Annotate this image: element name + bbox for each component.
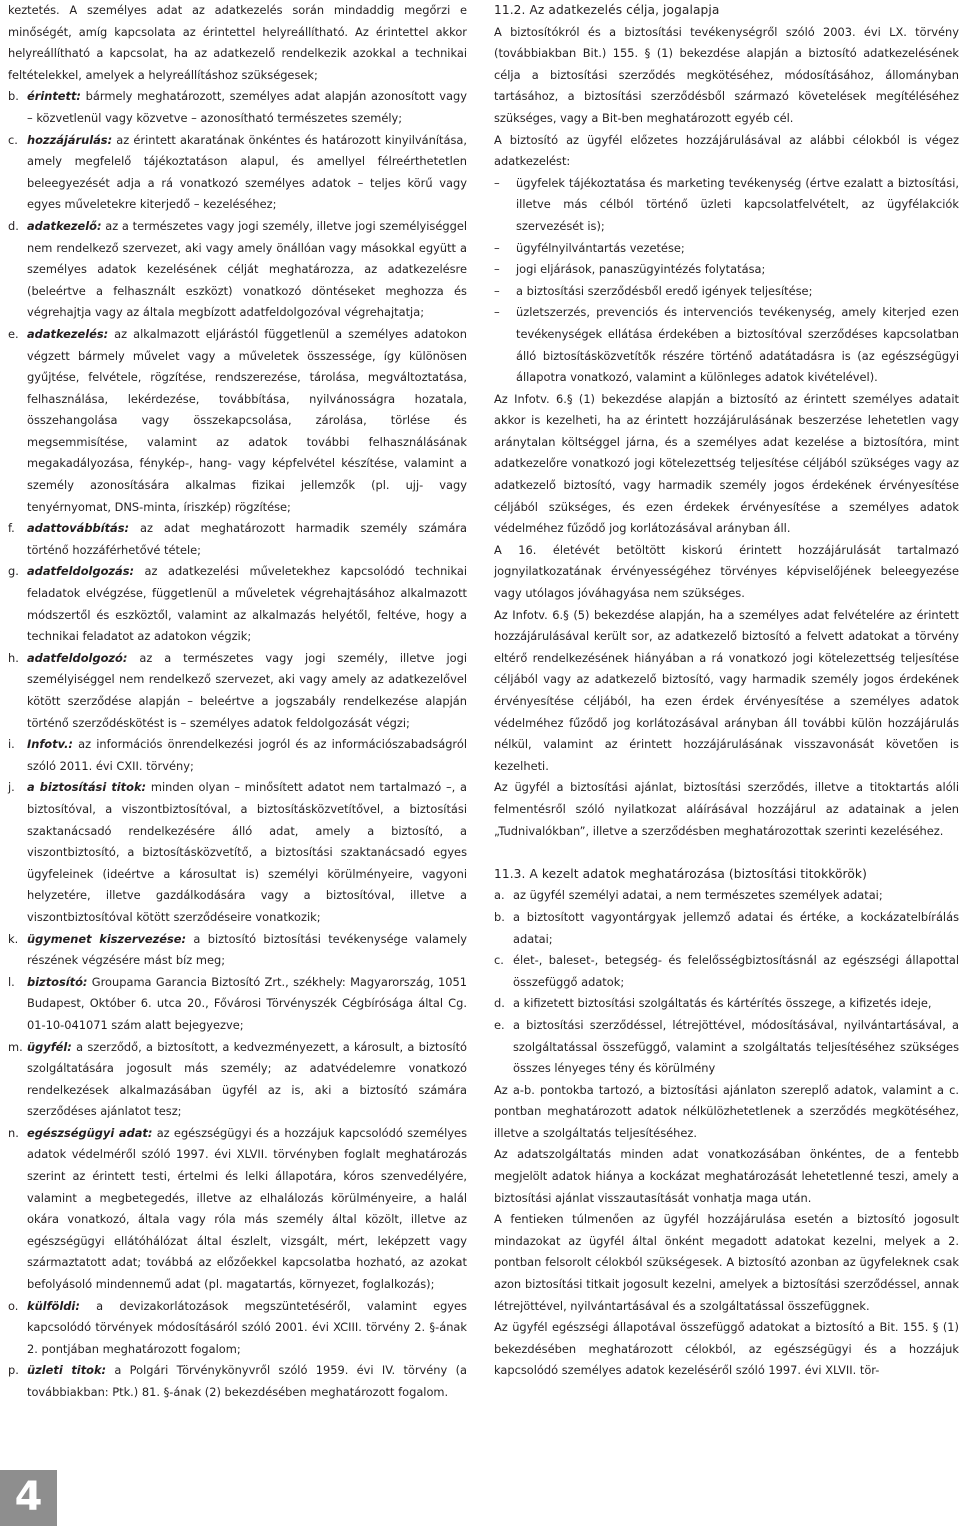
item-text: élet-, baleset-, betegség- és felelősségbiztosításnál az egészségi állapottal összefüggő adatok; [513, 953, 959, 989]
definition-item [8, 734, 467, 777]
item-letter: h. [8, 650, 19, 665]
definition-text: bármely meghatározott, személyes adat alapján azonosított vagy – közvetlenül vagy közvetve – azonosítható természetes személy; [27, 89, 467, 125]
list-item [494, 259, 959, 281]
item-text [27, 130, 467, 216]
spacer [494, 842, 959, 864]
item-text [27, 324, 467, 518]
paragraph: A biztosítókról és a biztosítási tevékenységről szóló 2003. évi LX. törvény (továbbiakban Bit.) 155. § (1) bekezdése alapján a biztosító adatkezelésének célja a biztosítási szerződés megkötéséhez, módosításához, állományban tartásához, a biztosítási szerződésből származó követelések megítéléséhez szükséges, vagy a Bit-ben meghatározott egyéb cél. [494, 24, 959, 125]
definition-item [8, 1123, 467, 1296]
section-heading-11-2: 11.2. Az adatkezelés célja, jogalapja [494, 3, 720, 17]
item-text [27, 216, 467, 324]
item-letter: i. [8, 737, 15, 752]
intro-paragraph: keztetés. A személyes adat az adatkezelés során mindaddig megőrzi e minőségét, amíg kapcsolata az érintettel helyreállítható. Az érintettel akkor helyreállítható a kapcsolat, ha az adatkezelő rendelkezik azokkal a technikai feltételekkel, amelyek a helyreállításhoz szükségesek; [8, 3, 467, 82]
definition-item [8, 216, 467, 324]
item-letter: e. [494, 1017, 505, 1032]
definition-item [8, 1360, 467, 1403]
item-text [27, 1037, 467, 1123]
paragraph: Az adatszolgáltatás minden adat vonatkozásában önkéntes, de a fentebb megjelölt adatok hiánya a kockázat meghatározását lehetetlenné teszi, amely a biztosítási ajánlat visszautasítását vonhatja maga után. [494, 1147, 959, 1205]
item-letter: d. [8, 218, 19, 233]
definition-list [8, 86, 467, 1403]
definition-item [8, 561, 467, 647]
dash-bullet: – [494, 305, 500, 320]
item-text [27, 648, 467, 734]
defined-term: Infotv.: [27, 737, 73, 752]
paragraph: Az Infotv. 6.§ (1) bekezdése alapján a biztosító az érintett személyes adatait akkor is kezelheti, ha az érintett hozzájárulásának beszerzése lehetetlen vagy aránytalan költséggel járna, és a személyes adat kezelése a biztosítóra, mint adatkezelőre vonatkozó jogi kötelezettség teljesítése céljából szükséges vagy az adatkezelő biztosító, vagy harmadik személy jogos érdekének érvényesítése céljából szükséges, és ezen érdekek érvényesítése a személyes adatok védelméhez fűződő jog korlátozásával arányban áll. [494, 391, 959, 536]
defined-term: külföldi: [27, 1298, 80, 1313]
definition-text: a biztosító biztosítási tevékenysége valamely részének végzésére mást bíz meg; [27, 931, 468, 968]
item-letter: b. [8, 89, 19, 104]
list-item [494, 885, 959, 907]
item-text: az ügyfél személyi adatai, a nem természetes személyek adatai; [513, 888, 883, 903]
item-letter: j. [8, 780, 15, 795]
definition-text: az adat meghatározott harmadik személy számára történő hozzáférhetővé tétele; [27, 521, 467, 557]
item-text [27, 777, 467, 928]
list-item [494, 173, 959, 238]
dash-bullet: – [494, 240, 500, 255]
list-item [494, 302, 959, 388]
paragraph: A fentieken túlmenően az ügyfél hozzájárulása esetén a biztosító jogosult mindazokat az ügyfél által önként megadott adatokat kezelni, melyek a 2. pontban felsorolt célokból szükségesek. A biztosító azonban az ügyfeleknek csak azon biztosítási titkait jogosult kezelni, amelyek a biztosítási szerződéssel, annak létrejöttével, nyilvántartásával és a szolgáltatással összefüggnek. [494, 1212, 959, 1313]
item-text [27, 1296, 467, 1361]
definition-text: az alkalmazott eljárástól függetlenül a személyes adatokon végzett bármely művelet vagy a műveletek összessége, így különösen gyűjtése, felvétele, rögzítése, rendszerezése, tárolása, megváltoztatása, felhasználása, lekérdezése, továbbítása, nyilvánosságra hozatala, összehangolása vagy összekapcsolása, zárolása, törlése és megsemmisítése, valamint az adatok további felhasználásának megakadályozása, fénykép-, hang- vagy képfelvétel készítése, valamint a személy azonosítására alkalmas fizikai jellemzők (pl. ujj- vagy tenyérnyomat, DNS-minta, íriszkép) rögzítése; [27, 326, 467, 514]
right-column [494, 0, 959, 1382]
section-heading-11-3: 11.3. A kezelt adatok meghatározása (biztosítási titokkörök) [494, 866, 867, 881]
definition-text: a szerződő, a biztosított, a kedvezményezett, a károsult, a biztosító szolgáltatására jogosult más személy; az adatvédelemre vonatkozó rendelkezések alkalmazásában ügyfél az is, aki a biztosító számára szerződéses ajánlatot tesz; [27, 1039, 467, 1119]
item-text [27, 1360, 467, 1403]
paragraph: Az Infotv. 6.§ (5) bekezdése alapján, ha a személyes adat felvételére az érintett hozzájárulásával került sor, az adatkezelő biztosító a felvett adatokat a törvény eltérő rendelkezésének hiányában a rá vonatkozó jogi kötelezettség teljesítése céljából vagy az adatkezelő biztosító, vagy harmadik személy jogos érdekének érvényesítése céljából, ha ezen érdek érvényesítése a személyes adatok védelméhez fűződő jog korlátozásával arányban áll további külön hozzájárulás nélkül, valamint az érintett hozzájárulásának visszavonását követően is kezelheti. [494, 607, 959, 773]
paragraph: Az ügyfél a biztosítási ajánlat, biztosítási szerződés, illetve a titoktartás alóli felmentésről szóló nyilatkozat aláírásával hozzájárul az adatainak a jelen „Tudnivalókban”, illetve a szerződésben meghatározottak szerinti kezeléséhez. [494, 780, 959, 838]
defined-term: hozzájárulás: [27, 132, 113, 147]
defined-term: adatkezelés: [27, 326, 109, 341]
item-letter: l. [8, 974, 15, 989]
item-letter: k. [8, 931, 19, 946]
definition-text: az egészségügyi és a hozzájuk kapcsolódó személyes adatok védelméről szóló 1997. évi XLVII. törvényben foglalt meghatározás szerint az érintett testi, értelmi és lelki állapotára, kóros szenvedélyére, valamint a megbetegedés, illetve az elhalálozás körülményeire, a halál okára vonatkozó, általa vagy róla más személy által közölt, illetve az egészségügyi ellátóhálózat által észlelt, vizsgált, mért, leképzett vagy származtatott adat; továbbá az előzőekkel kapcsolatba hozható, az azokat befolyásoló mindennemű adat (pl. magatartás, környezet, foglalkozás); [27, 1125, 468, 1292]
item-letter: c. [494, 953, 504, 968]
item-text [27, 1123, 467, 1296]
defined-term: biztosító: [27, 974, 88, 989]
defined-term: adatfeldolgozó: [27, 650, 128, 665]
list-item-text: üzletszerzés, prevenciós és intervenciós tevékenység, amely kiterjed ezen tevékenységek ellátása érdekében a biztosítóval szerződéses kapcsolatban álló biztosításközvetítők részére történő adatátadásra is (az egészségügyi állapotra vonatkozó, valamint a különleges adatok kivételével). [516, 305, 959, 385]
definition-text: az érintett akaratának önkéntes és határozott kinyilvánítása, amely megfelelő tájékoztatáson alapul, és amellyel félreérthetetlen beleegyezését adja a rá vonatkozó személyes adatok – teljes körű vagy egyes műveletekre kiterjedő – kezeléséhez; [27, 132, 467, 212]
definition-text: a devizakorlátozások megszüntetéséről, valamint egyes kapcsolódó törvények módosításáról szóló 2001. évi XCIII. törvény 2. §-ának 2. pontjában meghatározott fogalom; [27, 1298, 467, 1356]
definition-item [8, 1296, 467, 1361]
definition-item [8, 518, 467, 561]
purpose-list [494, 173, 959, 389]
paragraph: Az ügyfél egészségi állapotával összefüggő adatokat a biztosító a Bit. 155. § (1) bekezdésében meghatározott célokból, az egészségügyi és a hozzájuk kapcsolódó személyes adatok kezeléséről szóló 1997. évi XLVII. tör- [494, 1320, 959, 1378]
definition-item [8, 929, 467, 972]
item-text: a kifizetett biztosítási szolgáltatás és kártérítés összege, a kifizetés ideje, [513, 996, 932, 1011]
item-letter: m. [8, 1039, 23, 1054]
definition-item [8, 86, 467, 129]
definition-text: minden olyan – minősített adatot nem tartalmazó –, a biztosítóval, a viszontbiztosítóval, a biztosításközvetítővel, a biztosítási szaktanácsadó rendelkezésére álló adat, amely a biztosító, a viszontbiztosító, a biztosításközvetítő, a biztosítási szaktanácsadó egyes ügyfeleinek (ideértve a károsultat is) személyi körülményeire, vagyoni helyzetére, illetve gazdálkodására vagy a biztosítóval, illetve a viszontbiztosítóval kötött szerződéseire vonatkozik; [27, 780, 467, 924]
item-letter: f. [8, 521, 15, 536]
item-letter: o. [8, 1298, 19, 1313]
list-item [494, 907, 959, 950]
list-item-text: a biztosítási szerződésből eredő igények teljesítése; [516, 283, 813, 298]
item-letter: a. [494, 888, 505, 903]
item-letter: n. [8, 1125, 19, 1140]
item-letter: b. [494, 909, 505, 924]
defined-term: üzleti titok: [27, 1363, 107, 1378]
definition-text: az a természetes vagy jogi személy, illetve jogi személyiséggel nem rendelkező szervezet, aki vagy amely az adatkezelővel kötött szerződése alapján – beleértve a jogszabály rendelkezése alapján történő szerződéskötést is – személyes adatok feldolgozását végzi; [27, 650, 467, 730]
data-category-list [494, 885, 959, 1079]
item-text [27, 734, 467, 777]
list-item-text: ügyfélnyilvántartás vezetése; [516, 240, 685, 255]
list-item-text: ügyfelek tájékoztatása és marketing tevékenység (értve ezalatt a biztosítási, illetve más célból történő üzleti kapcsolatfelvételt, az ügyfélakciók szervezését is); [516, 175, 959, 233]
defined-term: érintett: [27, 89, 81, 104]
definition-item [8, 324, 467, 518]
item-letter: e. [8, 326, 19, 341]
item-letter: g. [8, 564, 19, 579]
dash-bullet: – [494, 175, 500, 190]
definition-text: a Polgári Törvénykönyvről szóló 1959. évi IV. törvény (a továbbiakban: Ptk.) 81. §-ának (2) bekezdésében meghatározott fogalom. [27, 1363, 467, 1399]
definition-text: az információs önrendelkezési jogról és az információszabadságról szóló 2011. évi CXII. törvény; [27, 737, 467, 773]
dash-bullet: – [494, 283, 500, 298]
paragraph: A 16. életévét betöltött kiskorú érintett hozzájárulását tartalmazó jognyilatkozatának érvényességéhez törvényes képviselőjének beleegyezése vagy utólagos jóváhagyása nem szükséges. [494, 542, 959, 601]
list-item [494, 1015, 959, 1080]
defined-term: ügymenet kiszervezése: [27, 931, 187, 946]
definition-item [8, 130, 467, 216]
paragraph: Az a-b. pontokba tartozó, a biztosítási ajánlaton szereplő adatok, valamint a c. pontban meghatározott adatok nélkülözhetetlenek a szerződés megkötéséhez, illetve a szolgáltatás teljesítéséhez. [494, 1082, 959, 1140]
list-item [494, 993, 959, 1015]
item-text: a biztosított vagyontárgyak jellemző adatai és értéke, a kockázatelbírálás adatai; [513, 909, 959, 946]
item-text [27, 972, 467, 1037]
defined-term: adatfeldolgozás: [27, 564, 135, 579]
item-letter: d. [494, 996, 505, 1011]
item-text [27, 929, 467, 972]
list-item [494, 238, 959, 260]
paragraph: A biztosító az ügyfél előzetes hozzájárulásával az alábbi célokból is végez adatkezelést: [494, 132, 959, 169]
item-letter: p. [8, 1363, 19, 1378]
definition-text: Groupama Garancia Biztosító Zrt., székhely: Magyarország, 1051 Budapest, Október 6. utca 20., Fővárosi Törvényszék Cégbírósága által Cg. 01-10-041071 szám alatt bejegyezve; [27, 974, 467, 1032]
list-item [494, 950, 959, 993]
definition-item [8, 1037, 467, 1123]
dash-bullet: – [494, 262, 500, 277]
defined-term: a biztosítási titok: [27, 780, 147, 795]
list-item [494, 281, 959, 303]
list-item-text: jogi eljárások, panaszügyintézés folytatása; [516, 262, 766, 277]
defined-term: egészségügyi adat: [27, 1125, 153, 1140]
definition-text: az a természetes vagy jogi személy, illetve jogi személyiséggel nem rendelkező szervezet, aki vagy amely önállóan vagy másokkal együtt a személyes adatok kezelésének célját meghatározza, az adatkezelésre (beleértve a felhasznált eszközt) vonatkozó döntéseket meghozza és végrehajtja vagy az általa megbízott adatfeldolgozóval végrehajtatja; [27, 218, 467, 320]
item-letter: c. [8, 132, 18, 147]
item-text [27, 518, 467, 561]
item-text [27, 86, 467, 129]
defined-term: ügyfél: [27, 1039, 72, 1054]
definition-item [8, 972, 467, 1037]
page-number: 4 [0, 1470, 57, 1526]
defined-term: adattovábbítás: [27, 521, 130, 536]
definition-item [8, 777, 467, 928]
definition-text: az adatkezelési műveletekhez kapcsolódó technikai feladatok elvégzése, függetlenül a műveletek végrehajtásához alkalmazott módszertől és eszköztől, valamint az alkalmazás helyétől, feltéve, hogy a technikai feladatot az adatokon végzik; [27, 564, 467, 644]
definition-item [8, 648, 467, 734]
item-text: a biztosítási szerződéssel, létrejöttével, módosításával, nyilvántartásával, a szolgáltatással összefüggő, valamint a szolgáltatás teljesítéséhez szükséges összes lényeges tény és körülmény [513, 1017, 959, 1076]
item-text [27, 561, 467, 647]
defined-term: adatkezelő: [27, 218, 102, 233]
left-column [8, 0, 467, 1404]
